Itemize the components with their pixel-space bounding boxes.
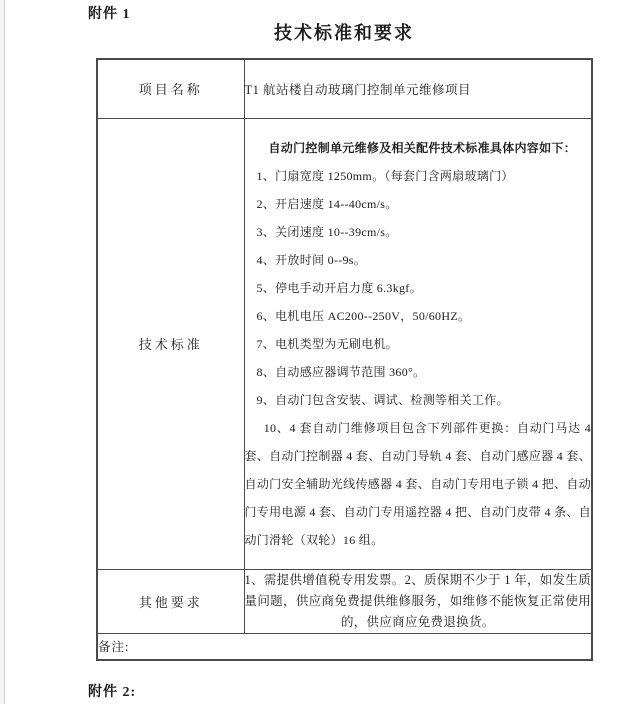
- attachment-2-label: 附件 2:: [88, 685, 137, 700]
- remarks-label: 备注:: [97, 633, 592, 660]
- tech-standard-label: 技术标准: [97, 118, 244, 569]
- tech-standard-item: 6、电机电压 AC200--250V，50/60HZ。: [256, 308, 471, 323]
- document-title: 技术标准和要求: [274, 23, 414, 43]
- project-name-label: 项目名称: [97, 59, 244, 118]
- other-requirements-row: [97, 569, 592, 633]
- other-requirements-value: 1、需提供增值税专用发票。2、质保期不少于 1 年，如发生质量问题，供应商免费提供维修服务，如维修不能恢复正常使用的，供应商应免费退换货。: [244, 569, 592, 633]
- tech-standard-item: 3、关闭速度 10--39cm/s。: [256, 224, 398, 239]
- tech-standard-cell: [244, 118, 592, 569]
- tech-standard-item: 5、停电手动开启力度 6.3kgf。: [256, 280, 422, 295]
- other-requirements-label: 其他要求: [97, 569, 244, 633]
- tech-standard-item: 8、自动感应器调节范围 360°。: [256, 364, 426, 379]
- project-name-value: T1 航站楼自动玻璃门控制单元维修项目: [244, 59, 592, 118]
- tech-standard-item: 7、电机类型为无刷电机。: [256, 336, 399, 351]
- project-name-row: [97, 59, 592, 118]
- tech-standard-heading: 自动门控制单元维修及相关配件技术标准具体内容如下：: [268, 140, 577, 155]
- remarks-row: [97, 633, 592, 660]
- tech-standard-item: 10、4 套自动门维修项目包含下列部件更换：自动门马达 4 套、自动门控制器 4 套、自动门导轨 4 套、自动门感应器 4 套、自动门安全辅助光线传感器 4 套、自动门专用电子锁 4 把、自动门专用电源 4 套、自动门专用遥控器 4 把、自动门皮带 4 条、自动门滑轮（双轮）16 组。: [244, 420, 591, 547]
- spec-table: [96, 58, 593, 661]
- attachment-1-label: 附件 1: [88, 7, 131, 22]
- tech-standard-item: 9、自动门包含安装、调试、检测等相关工作。: [256, 392, 509, 407]
- tech-standard-row: [97, 118, 592, 569]
- tech-standard-item: 2、开启速度 14--40cm/s。: [256, 196, 398, 211]
- tech-standard-item: 4、开放时间 0--9s。: [256, 252, 367, 267]
- page-edge-line: [0, 0, 5, 704]
- tech-standard-item: 1、门扇宽度 1250mm。（每套门含两扇玻璃门）: [256, 168, 514, 183]
